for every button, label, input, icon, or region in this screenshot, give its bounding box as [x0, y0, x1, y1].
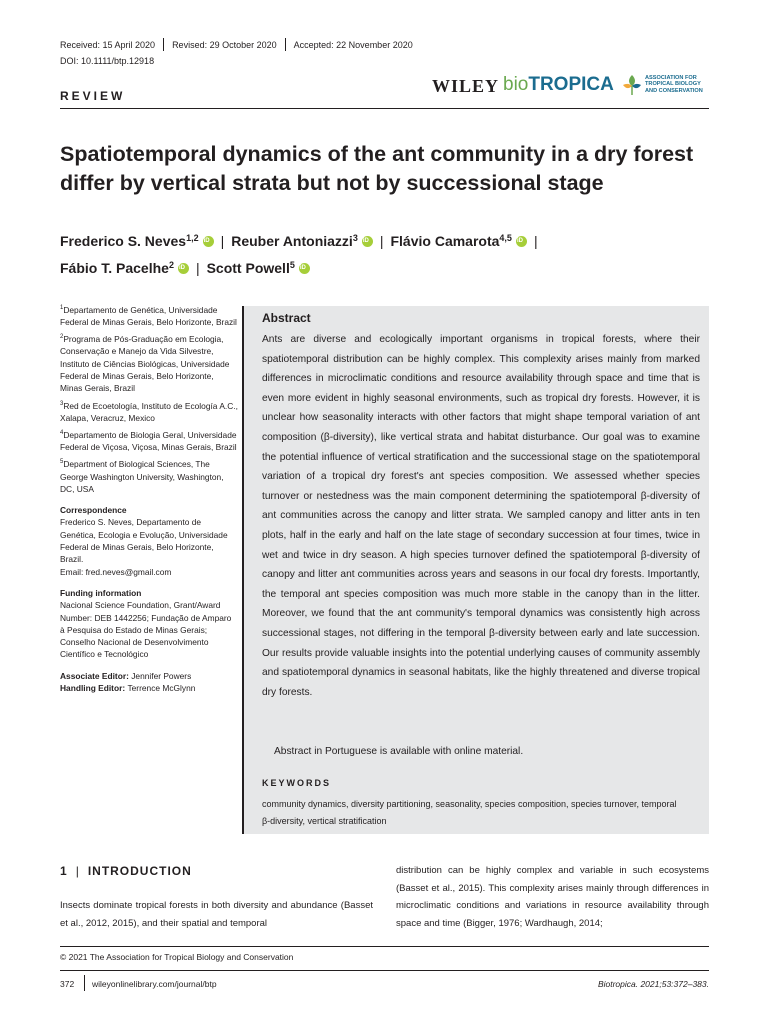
atbc-line: AND CONSERVATION	[645, 87, 703, 94]
author-affiliation-sup: 1,2	[186, 233, 199, 243]
abstract-heading: Abstract	[262, 311, 311, 325]
author-separator: |	[379, 233, 384, 249]
orcid-icon[interactable]	[299, 263, 310, 274]
received-date: Received: 15 April 2020	[60, 39, 156, 50]
biotropica-logo-prefix: bio	[503, 74, 529, 95]
correspondence-text: Frederico S. Neves, Departamento de Genética, Ecologia e Evolução, Universidade Federal de Minas Gerais, Belo Horizonte, Brazil.	[60, 517, 228, 565]
affiliation-number: 1	[60, 305, 64, 311]
copyright-notice: © 2021 The Association for Tropical Biology and Conservation	[60, 952, 294, 962]
author-affiliation-sup: 2	[168, 260, 174, 270]
funding-text: Nacional Science Foundation, Grant/Award Number: DEB 1442256; Fundação de Amparo à Pesquisa do Estado de Minas Gerais; Conselho Nacional de Desenvolvimento Científico e Tecnológico	[60, 600, 232, 660]
section-title: INTRODUCTION	[87, 864, 192, 878]
affiliation-text: Departamento de Genética, Universidade Federal de Minas Gerais, Belo Horizonte, Brazil	[60, 304, 237, 328]
author[interactable]	[390, 233, 526, 249]
author-separator: |	[533, 233, 538, 249]
affiliation	[60, 456, 238, 495]
funding-heading: Funding information	[60, 587, 142, 598]
article-dates	[60, 38, 413, 51]
orcid-icon[interactable]	[362, 236, 373, 247]
affiliations-sidebar	[60, 302, 238, 694]
handling-editor	[60, 682, 238, 694]
section-separator: |	[75, 864, 80, 878]
date-divider	[163, 38, 164, 51]
atbc-logo	[620, 73, 710, 97]
affiliation-number: 2	[60, 334, 64, 341]
affiliation	[60, 331, 238, 394]
revised-date: Revised: 29 October 2020	[172, 39, 277, 50]
handling-editor-name: Terrence McGlynn	[127, 683, 196, 693]
affiliation	[60, 398, 238, 424]
author-affiliation-sup: 5	[289, 260, 295, 270]
accepted-date: Accepted: 22 November 2020	[293, 39, 413, 50]
abstract-portuguese-note: Abstract in Portuguese is available with online material.	[274, 746, 524, 757]
intro-text-right-column: distribution can be highly complex and variable in such ecosystems (Basset et al., 2015). This complexity arises mainly through differences in microclimatic conditions and variations in resource availability through space and time (Bigger, 1976; Wardhaugh, 2014;	[396, 865, 709, 929]
atbc-line: TROPICAL BIOLOGY	[645, 81, 701, 88]
doi[interactable]: DOI: 10.1111/btp.12918	[60, 56, 155, 66]
affiliation-text: Red de Ecoetología, Instituto de Ecología A.C., Xalapa, Veracruz, Mexico	[60, 400, 238, 423]
keywords-text: community dynamics, diversity partitioning, seasonality, species composition, species turnover, temporal β-diversity, vertical stratification	[262, 799, 677, 826]
author-separator: |	[195, 260, 200, 276]
author-list	[60, 226, 710, 280]
date-divider	[285, 38, 286, 51]
affiliation-text: Departamento de Biologia Geral, Universidade Federal de Viçosa, Viçosa, Minas Gerais, Brazil	[60, 429, 237, 453]
affiliation-text: Department of Biological Sciences, The George Washington University, Washington, DC, USA	[60, 459, 224, 494]
footer-divider	[60, 970, 709, 971]
affiliation-number: 5	[60, 459, 64, 466]
keywords-heading: KEYWORDS	[262, 778, 332, 788]
author[interactable]	[60, 233, 214, 249]
page-number: 372	[60, 979, 75, 989]
intro-text-left-column: Insects dominate tropical forests in both diversity and abundance (Basset et al., 2012, 2015), and their spatial and temporal	[60, 900, 373, 929]
header-divider	[60, 108, 709, 109]
orcid-icon[interactable]	[203, 236, 214, 247]
affiliation-number: 3	[60, 400, 64, 407]
author-affiliation-sup: 3	[352, 233, 358, 243]
article-type-label: REVIEW	[60, 89, 126, 103]
author-name: Scott Powell	[206, 260, 290, 276]
author[interactable]	[60, 260, 189, 276]
journal-url[interactable]: wileyonlinelibrary.com/journal/btp	[92, 979, 217, 989]
author-name: Flávio Camarota	[390, 233, 500, 249]
associate-editor-label: Associate Editor:	[60, 670, 129, 681]
author-separator: |	[220, 233, 225, 249]
author-affiliation-sup: 4,5	[499, 233, 512, 243]
journal-citation: Biotropica. 2021;53:372–383.	[597, 979, 709, 989]
affiliation	[60, 427, 238, 453]
abstract-left-rule	[242, 306, 244, 834]
abstract-text: Ants are diverse and ecologically important organisms in tropical forests, where their spatiotemporal distribution can be highly complex. This complexity arises mainly from marked differences in microclimatic conditions and resource availability through space and time that is even more evident in highly seasonal environments, such as tropical dry forests. However, it is unclear how seasonality interacts with other factors that might shape temporal variation of ant composition (β-diversity), like vertical strata and habitat disturbance. Our goal was to examine the potential influence of vertical stratification and the successional stage on the spatiotemporal variation of a tropical dry forest's ant species composition. We assessed whether species turnover or nestedness was the main component determining the spatiotemporal β-diversity of ant communities across the canopy and litter strata. We sampled canopy and litter ants in ten plots, half in the early and half on the late stage of secondary succession at four times, twice in wet and twice in dry season. A high species turnover defined the spatiotemporal β-diversity of canopy and litter ant communities across years and seasons in our focal dry forests. Importantly, the temporal ant species composition was much more stable in the canopy than in the litter. Moreover, we found that the ant community's temporal dynamics was consistently high across successional stages, not differing in the temporal β-diversity between early and late succession. Our results provide valuable insights into the potential underlying causes of community assembly and spatiotemporal dynamics in seasonal habitats, like the highly threatened and diverse tropical dry forests.	[262, 334, 700, 698]
associate-editor	[60, 670, 238, 682]
associate-editor-name: Jennifer Powers	[131, 670, 192, 681]
orcid-icon[interactable]	[516, 236, 527, 247]
affiliation	[60, 302, 238, 328]
author-name: Fábio T. Pacelhe	[60, 260, 169, 276]
biotropica-logo-suffix: TROPICA	[528, 74, 614, 95]
orcid-icon[interactable]	[178, 263, 189, 274]
atbc-line: ASSOCIATION FOR	[645, 75, 697, 81]
article-title: Spatiotemporal dynamics of the ant community in a dry forest differ by vertical strata but not by successional stage	[60, 142, 694, 195]
footer-divider	[60, 946, 709, 947]
author-name: Reuber Antoniazzi	[231, 233, 353, 249]
author[interactable]	[207, 260, 310, 276]
affiliation-number: 4	[60, 430, 64, 437]
section-number: 1	[60, 864, 68, 878]
section-heading-introduction	[60, 864, 192, 878]
affiliation-text: Programa de Pós-Graduação em Ecologia, Conservação e Manejo da Vida Silvestre, Instituto de Ciências Biológicas, Universidade Federal de Minas Gerais, Belo Horizonte, Minas Gerais, Brazil	[60, 334, 230, 394]
correspondence-email[interactable]: Email: fred.neves@gmail.com	[60, 566, 172, 577]
biotropica-logo	[503, 74, 614, 96]
author-name: Frederico S. Neves	[60, 233, 187, 249]
author[interactable]	[231, 233, 373, 249]
correspondence-heading: Correspondence	[60, 505, 127, 516]
atbc-logo-text	[645, 75, 703, 94]
footer-separator	[84, 975, 85, 991]
atbc-leaf-icon	[620, 73, 644, 97]
wiley-logo: WILEY	[432, 76, 500, 96]
handling-editor-label: Handling Editor:	[60, 683, 126, 693]
